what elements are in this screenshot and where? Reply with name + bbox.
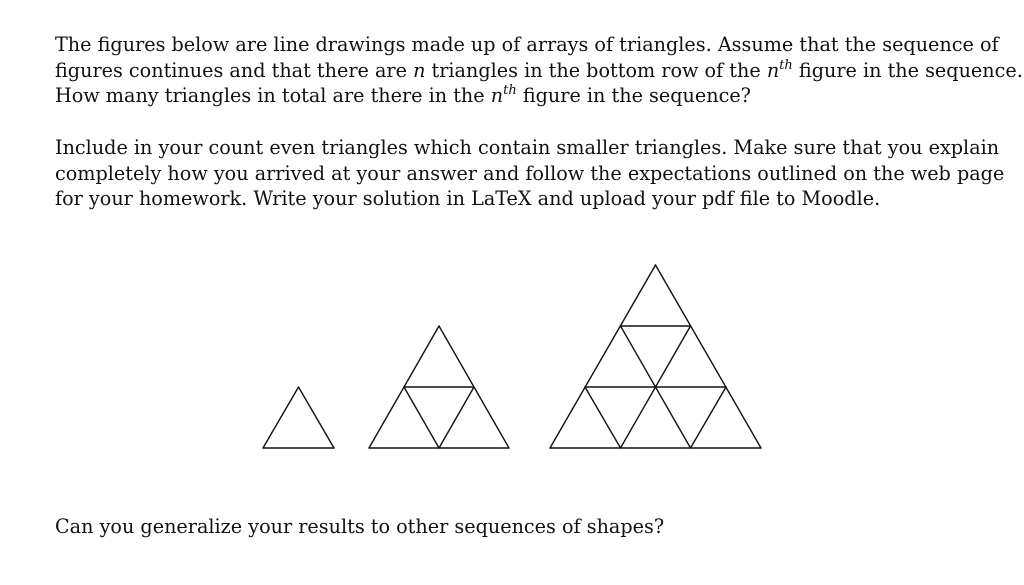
triangle-edge <box>299 387 335 448</box>
instructions-line-1: Include in your count even triangles which contain smaller triangles. Make sure that you explain <box>55 136 1000 159</box>
triangle-edge <box>263 387 299 448</box>
generalize-line: Can you generalize your results to other sequences of shapes? <box>55 515 665 538</box>
generalize-question <box>55 514 969 540</box>
superscript-th: th <box>779 57 793 73</box>
problem-line-2-middle: triangles in the bottom row of the <box>431 58 761 82</box>
triangle-edge <box>691 387 727 448</box>
triangle-edge <box>404 387 439 448</box>
variable-n: n <box>766 58 780 82</box>
variable-n: n <box>490 84 504 107</box>
triangle-edge <box>656 265 762 448</box>
variable-n: n <box>413 58 426 82</box>
triangle-edge <box>585 387 621 448</box>
triangle-edge <box>439 387 474 448</box>
triangle-figure-2 <box>369 326 509 448</box>
superscript-th: th <box>503 83 517 98</box>
problem-line-2-start: figures continues and that there are <box>55 58 407 82</box>
instructions-line-2: completely how you arrived at your answer and follow the expectations outlined on the web page <box>55 161 1005 185</box>
problem-line-2-end: figure in the sequence. <box>798 58 1023 82</box>
problem-line-1: The figures below are line drawings made up of arrays of triangles. Assume that the sequence of <box>55 33 999 56</box>
triangle-figure-1 <box>263 387 334 448</box>
problem-line-3-end: figure in the sequence? <box>522 84 751 107</box>
problem-line-3-start: How many triangles in total are there in the <box>55 84 485 107</box>
triangle-edge <box>550 265 656 448</box>
triangle-figure-3 <box>550 265 761 448</box>
instructions-line-3: for your homework. Write your solution in LaTeX and upload your pdf file to Moodle. <box>55 187 881 210</box>
